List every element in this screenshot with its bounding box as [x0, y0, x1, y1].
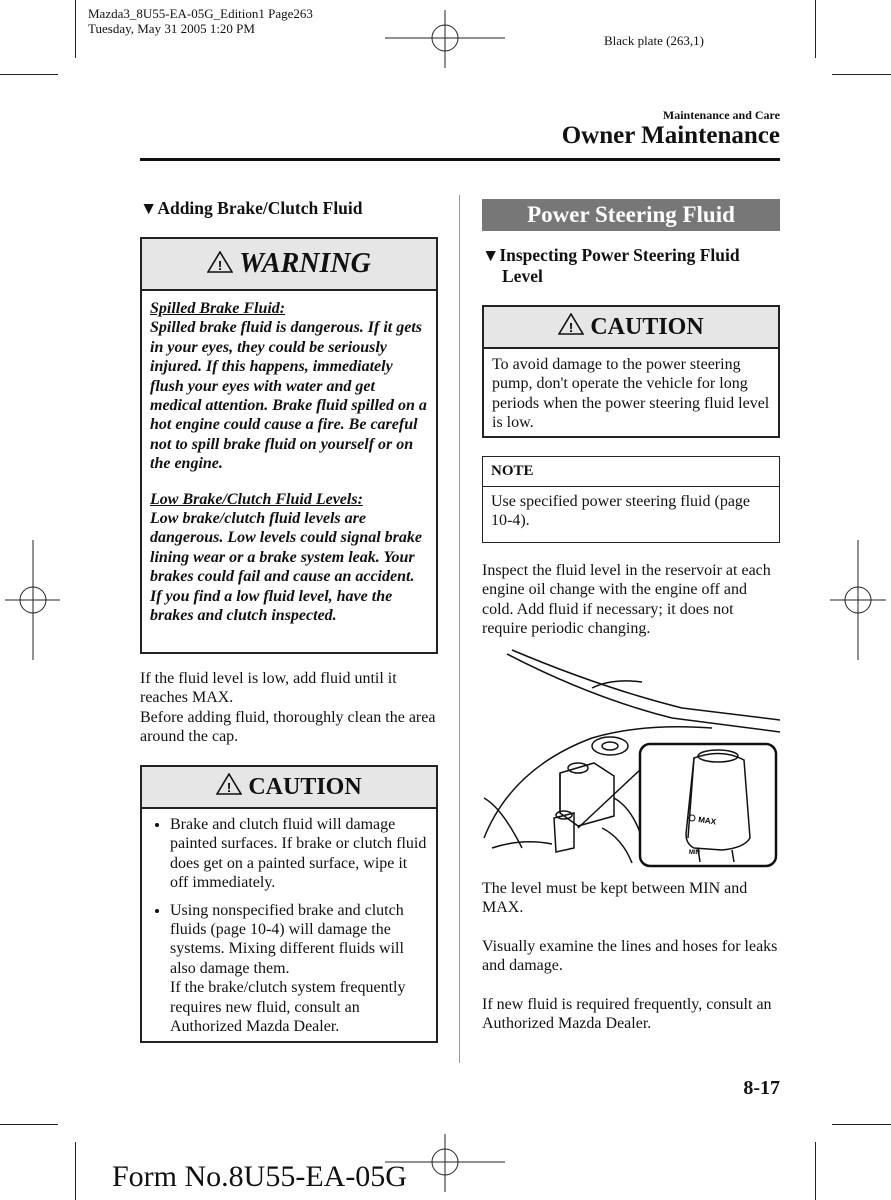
header-rule	[140, 158, 780, 161]
brake-para2: Before adding fluid, thoroughly clean the area around the cap.	[140, 708, 436, 746]
figure-max-label: MAX	[697, 815, 717, 827]
warning-triangle-icon	[207, 251, 233, 273]
caution-triangle-icon	[558, 313, 584, 335]
warning-box	[140, 237, 438, 654]
brake-caution-list	[142, 809, 436, 1050]
print-meta-line1: Mazda3_8U55-EA-05G_Edition1 Page263	[88, 6, 313, 21]
column-divider	[459, 195, 460, 1063]
brake-instructions	[140, 669, 438, 747]
steering-caution-box	[482, 305, 780, 438]
inspect-heading-line1: ▼Inspecting Power Steering Fluid	[482, 245, 740, 265]
hoses-para: Visually examine the lines and hoses for leaks and damage.	[482, 938, 778, 975]
brake-caution-bullet2-extra: If the brake/clutch system frequently requires new fluid, consult an Authorized Mazda Dealer.	[170, 979, 406, 1036]
note-text: Use specified power steering fluid (page 10-4).	[491, 493, 751, 530]
note-title: NOTE	[483, 457, 779, 487]
brake-caution-title: CAUTION	[248, 774, 362, 800]
steering-caution-header	[484, 307, 778, 349]
power-steering-banner: Power Steering Fluid	[482, 199, 780, 231]
warning-p2-head: Low Brake/Clutch Fluid Levels:	[150, 490, 363, 508]
section-label: Maintenance and Care	[662, 108, 780, 122]
dealer-para: If new fluid is required frequently, consult an Authorized Mazda Dealer.	[482, 996, 772, 1033]
level-para: The level must be kept between MIN and MAX.	[482, 880, 748, 917]
brake-caution-header	[142, 767, 436, 809]
steering-caution-text: To avoid damage to the power steering pump, don't operate the vehicle for long periods when the power steering fluid level is low.	[492, 356, 770, 432]
engine-reservoir-illustration	[482, 648, 780, 870]
brake-caution-box	[140, 765, 438, 1043]
brake-caution-bullet2	[170, 901, 428, 1037]
figure-min-label: MIN	[689, 850, 700, 856]
page-title: Owner Maintenance	[561, 122, 780, 149]
warning-p1-body: Spilled brake fluid is dangerous. If it gets in your eyes, they could be seriously injured. If this happens, immediately flush your eyes with water and get medical attention. Brake fluid spilled on a hot engine could cause a fire. Be careful not to spill brake fluid on yourself or on the engine.	[150, 319, 427, 473]
page-number: 8-17	[743, 1077, 780, 1099]
svg-text:!: !	[227, 780, 232, 795]
svg-text:!: !	[217, 258, 223, 273]
inspect-para: Inspect the fluid level in the reservoir at each engine oil change with the engine off and cold. Add fluid if necessary; it does not require periodic changing.	[482, 562, 771, 638]
svg-text:!: !	[569, 320, 574, 335]
caution-triangle-icon	[216, 773, 242, 795]
inspect-heading	[482, 245, 780, 287]
note-box	[482, 456, 780, 543]
warning-p1-head: Spilled Brake Fluid:	[150, 300, 286, 317]
warning-p2-body: Low brake/clutch fluid levels are dangerous. Low levels could signal brake lining wear or a brake system leak. Your brakes could fail and cause an accident. If you find a low fluid level, have the brakes and clutch inspected.	[150, 510, 423, 625]
warning-header	[142, 239, 436, 291]
print-meta-line2: Tuesday, May 31 2005 1:20 PM	[88, 21, 255, 36]
plate-label: Black plate (263,1)	[604, 33, 704, 48]
warning-text	[142, 291, 436, 626]
steering-caution-title: CAUTION	[590, 314, 704, 340]
warning-title: WARNING	[239, 248, 371, 279]
brake-para1: If the fluid level is low, add fluid until it reaches MAX.	[140, 670, 397, 707]
brake-fluid-heading: ▼Adding Brake/Clutch Fluid	[140, 198, 363, 218]
brake-caution-bullet2-text: Using nonspecified brake and clutch fluids (page 10-4) will damage the systems. Mixing different fluids will also damage them.	[170, 901, 404, 977]
form-number: Form No.8U55-EA-05G	[112, 1160, 407, 1193]
brake-caution-bullet1: • Brake and clutch fluid will damage painted surfaces. If brake or clutch fluid does get on a painted surface, wipe it off immediately.	[170, 815, 428, 893]
inspect-heading-line2: Level	[502, 266, 543, 286]
